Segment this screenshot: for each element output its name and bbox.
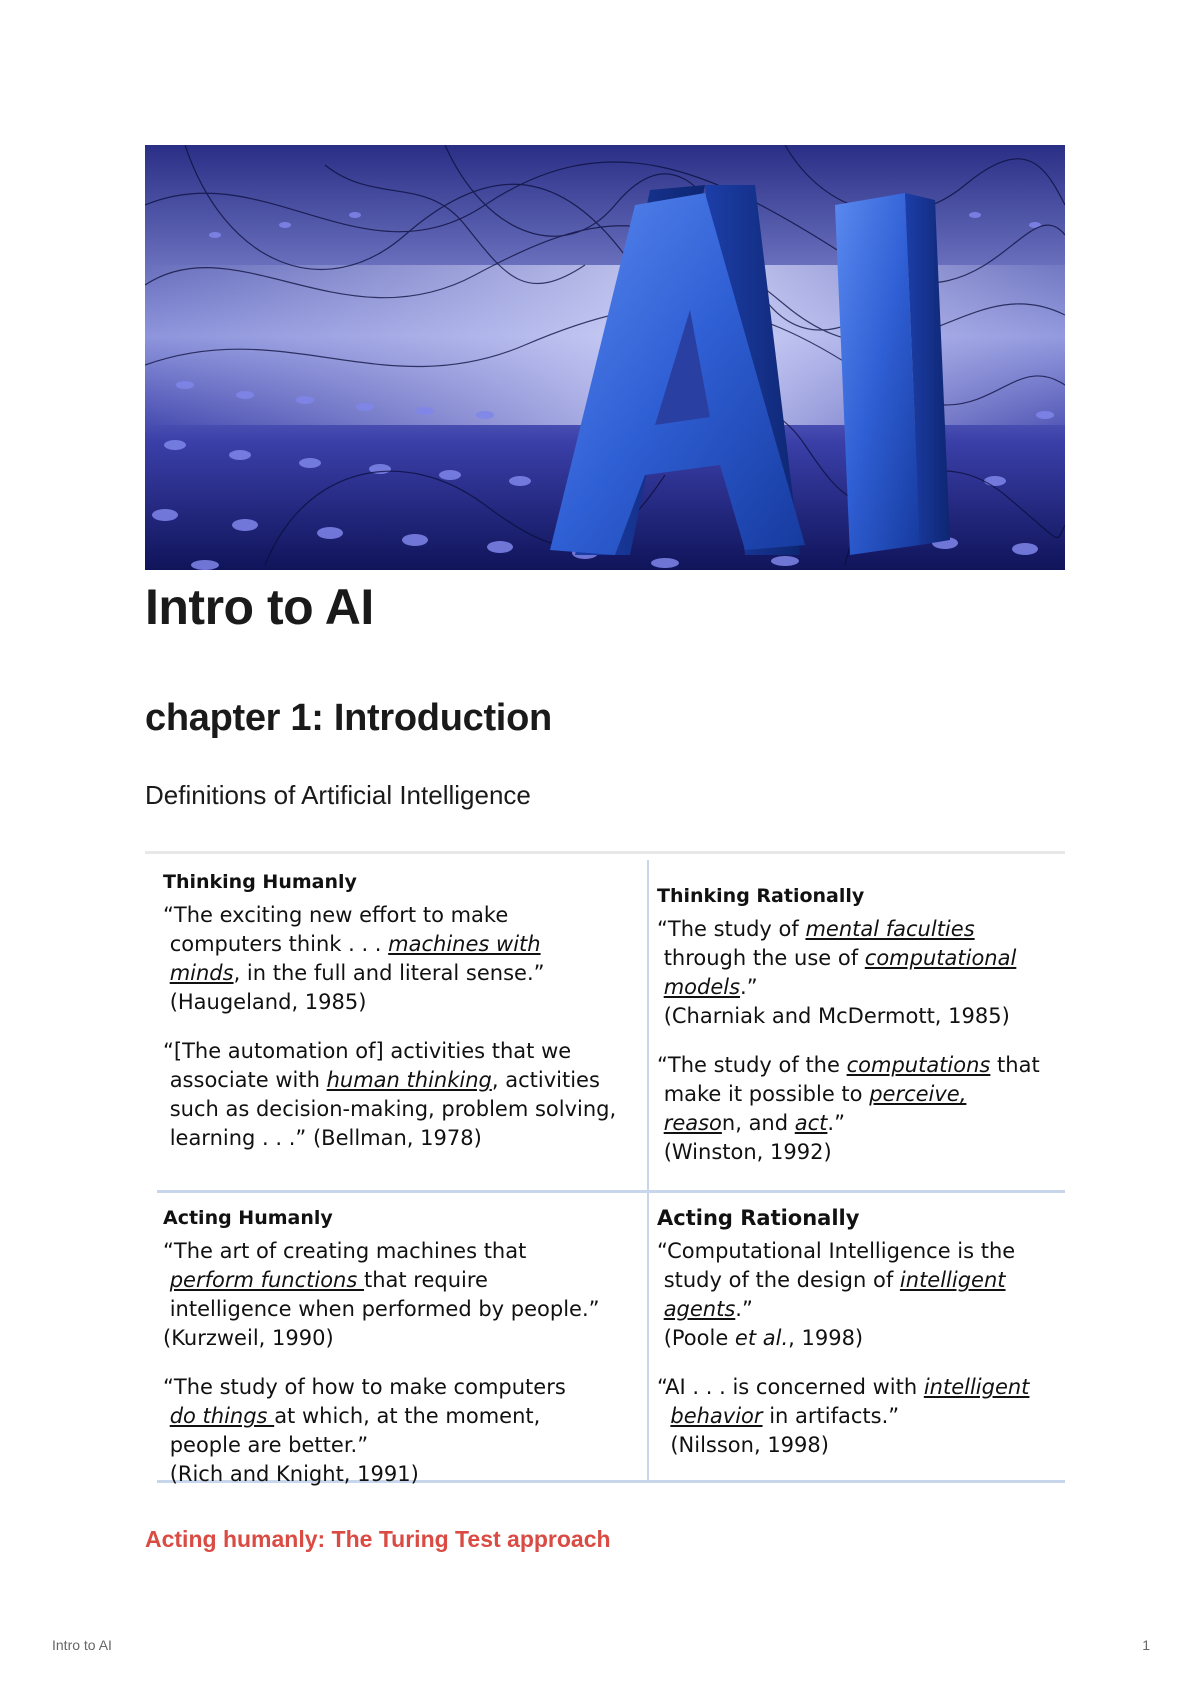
quadrant-acting-humanly xyxy=(163,1204,633,1489)
quote-line: .” xyxy=(735,1297,753,1321)
citation: , 1998) xyxy=(788,1326,864,1350)
emphasis-term: human thinking xyxy=(326,1068,492,1092)
quote-text xyxy=(163,1037,633,1153)
emphasis-term: computational xyxy=(864,946,1017,970)
quote-line: “The art of creating machines that xyxy=(163,1239,527,1263)
emphasis-term: minds xyxy=(169,961,234,985)
emphasis-term: perform functions xyxy=(169,1268,364,1292)
quote-line: at which, at the moment, xyxy=(274,1404,541,1428)
quadrant-heading: Acting Humanly xyxy=(163,1207,333,1229)
quadrant-thinking-humanly xyxy=(163,868,633,1153)
quote-text xyxy=(163,901,633,1017)
citation: (Charniak and McDermott, 1985) xyxy=(663,1004,1010,1028)
quadrant-heading: Acting Rationally xyxy=(657,1206,860,1230)
hero-image xyxy=(145,145,1065,570)
quote-line: n, and xyxy=(721,1111,795,1135)
emphasis-term: behavior xyxy=(670,1404,763,1428)
quote-line: , activities xyxy=(491,1068,600,1092)
quote-line: through the use of xyxy=(663,946,865,970)
quote-line: “[The automation of] activities that we xyxy=(163,1039,572,1063)
quote-line: , in the full and literal sense.” xyxy=(233,961,545,985)
emphasis-term: agents xyxy=(663,1297,736,1321)
quote-line: that xyxy=(990,1053,1040,1077)
quadrant-thinking-rationally xyxy=(657,882,1057,1167)
emphasis-term: act xyxy=(794,1111,828,1135)
quote-line: “Computational Intelligence is the xyxy=(657,1239,1016,1263)
quote-line: .” xyxy=(740,975,758,999)
quote-line: “The study of how to make computers xyxy=(163,1375,566,1399)
quote-line: .” xyxy=(827,1111,845,1135)
emphasis-term: machines with xyxy=(388,932,541,956)
grid-horizontal-divider xyxy=(157,1190,1065,1193)
quote-line: that require xyxy=(363,1268,488,1292)
emphasis-term: reaso xyxy=(663,1111,722,1135)
emphasis-term: computations xyxy=(846,1053,991,1077)
quote-line: in artifacts.” xyxy=(762,1404,900,1428)
quote-line: such as decision-making, problem solving, xyxy=(169,1097,617,1121)
quote-line: make it possible to xyxy=(663,1082,870,1106)
quadrant-heading: Thinking Rationally xyxy=(657,885,865,907)
citation: (Haugeland, 1985) xyxy=(169,990,367,1014)
quote-line: “The exciting new effort to make xyxy=(163,903,509,927)
citation: et al. xyxy=(734,1326,789,1350)
section-subheading: Definitions of Artificial Intelligence xyxy=(145,780,531,810)
citation: (Poole xyxy=(663,1326,735,1350)
emphasis-term: perceive, xyxy=(869,1082,967,1106)
ai-hero-illustration xyxy=(145,145,1065,570)
quote-text xyxy=(163,1237,633,1353)
chapter-heading: chapter 1: Introduction xyxy=(145,697,552,739)
quote-text xyxy=(657,915,1057,1031)
quote-line: computers think . . . xyxy=(169,932,389,956)
citation: (Nilsson, 1998) xyxy=(670,1433,829,1457)
quote-text xyxy=(657,1373,1057,1460)
emphasis-term: models xyxy=(663,975,741,999)
quote-line: intelligence when performed by people.” xyxy=(169,1297,600,1321)
footer-page-number: 1 xyxy=(1142,1637,1150,1653)
citation: (Kurzweil, 1990) xyxy=(163,1326,334,1350)
quote-line: learning . . .” (Bellman, 1978) xyxy=(169,1126,482,1150)
emphasis-term: mental faculties xyxy=(805,917,975,941)
quote-line: people are better.” xyxy=(169,1433,369,1457)
citation: (Winston, 1992) xyxy=(663,1140,832,1164)
emphasis-term: intelligent xyxy=(923,1375,1030,1399)
ai-definitions-grid xyxy=(145,851,1065,1484)
quote-line: “The study of the xyxy=(657,1053,847,1077)
quadrant-acting-rationally xyxy=(657,1204,1057,1460)
quote-text xyxy=(657,1051,1057,1167)
page-title: Intro to AI xyxy=(145,579,374,635)
quote-text xyxy=(657,1237,1057,1353)
quote-text xyxy=(163,1373,633,1489)
quote-line: “The study of xyxy=(657,917,806,941)
quote-line: “AI . . . is concerned with xyxy=(657,1375,924,1399)
grid-vertical-divider xyxy=(647,860,649,1480)
quote-line: study of the design of xyxy=(663,1268,900,1292)
turing-test-heading: Acting humanly: The Turing Test approach xyxy=(145,1526,611,1552)
citation: (Rich and Knight, 1991) xyxy=(169,1462,419,1486)
emphasis-term: intelligent xyxy=(899,1268,1006,1292)
quote-line: associate with xyxy=(169,1068,327,1092)
footer-document-title: Intro to AI xyxy=(52,1637,112,1653)
emphasis-term: do things xyxy=(169,1404,275,1428)
quadrant-heading: Thinking Humanly xyxy=(163,871,357,893)
